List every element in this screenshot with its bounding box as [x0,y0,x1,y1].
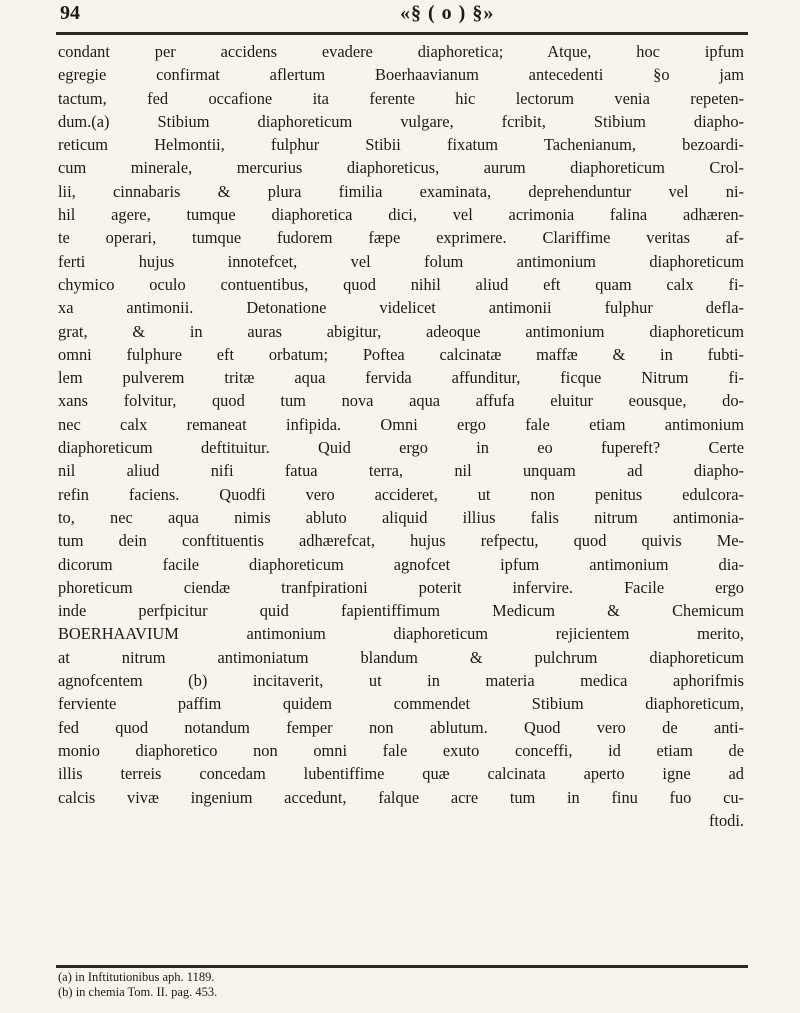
text-line: inde perfpicitur quid fapientiffimum Medicum & Chemicum [58,601,744,621]
text-line: grat, & in auras abigitur, adeoque antimonium diaphoreticum [58,321,744,341]
page-number: 94 [60,2,80,24]
text-line: xans folvitur, quod tum nova aqua affufa eluitur eousque, do- [58,391,744,411]
text-line: omni fulphure eft orbatum; Poftea calcinatæ maffæ & in fubti- [58,344,744,364]
text-line: condant per accidens evadere diaphoretica; Atque, hoc ipfum [58,42,744,61]
text-line: tactum, fed occafione ita ferente hic lectorum venia repeten- [58,88,744,108]
footnotes [58,970,738,1000]
text-line: ferviente paffim quidem commendet Stibium diaphoreticum, [58,694,744,714]
footnote-b: (b) in chemia Tom. II. pag. 453. [58,985,218,999]
text-line: ferti hujus innotefcet, vel folum antimonium diaphoreticum [58,251,744,271]
text-line: dicorum facile diaphoreticum agnofcet ipfum antimonium dia- [58,554,744,574]
text-line: reticum Helmontii, fulphur Stibii fixatum Tachenianum, bezoardi- [58,135,744,155]
text-line: nil aliud nifi fatua terra, nil unquam ad diapho- [58,461,744,481]
text-line: phoreticum ciendæ tranfpirationi poterit infervire. Facile ergo [58,577,744,597]
text-line: fed quod notandum femper non ablutum. Quod vero de anti- [58,717,744,737]
text-line: agnofcentem (b) incitaverit, ut in materia medica aphorifmis [58,671,744,691]
text-line: lem pulverem tritæ aqua fervida affunditur, ficque Nitrum fi- [58,368,744,388]
header-ornament: «§ ( o ) §» [400,2,495,24]
text-line: te operari, tumque fudorem fæpe exprimere. Clariffime veritas af- [58,228,744,248]
footnote-a: (a) in Inftitutionibus aph. 1189. [58,970,215,984]
text-line: chymico oculo contuentibus, quod nihil aliud eft quam calx fi- [58,274,744,294]
text-line: lii, cinnabaris & plura fimilia examinata, deprehenduntur vel ni- [58,181,744,201]
text-line: BOERHAAVIUM antimonium diaphoreticum rejicientem merito, [58,624,744,644]
text-line: cum minerale, mercurius diaphoreticus, aurum diaphoreticum Crol- [58,158,744,178]
text-line: egregie confirmat aflertum Boerhaavianum antecedenti §o jam [58,65,744,85]
text-line: xa antimonii. Detonatione videlicet antimonii fulphur defla- [58,298,744,318]
footnote-rule [56,965,748,968]
running-header [60,2,740,32]
body-text [58,40,744,832]
text-line: at nitrum antimoniatum blandum & pulchrum diaphoreticum [58,647,744,667]
text-line: monio diaphoretico non omni fale exuto conceffi, id etiam de [58,740,744,760]
header-rule [56,32,748,35]
text-line: nec calx remaneat infipida. Omni ergo fale etiam antimonium [58,414,744,434]
text-line: dum.(a) Stibium diaphoreticum vulgare, fcribit, Stibium diapho- [58,111,744,131]
text-line: diaphoreticum deftituitur. Quid ergo in eo fupereft? Certe [58,438,744,458]
text-line: refin faciens. Quodfi vero accideret, ut non penitus edulcora- [58,484,744,504]
text-line: tum dein conftituentis adhærefcat, hujus refpectu, quod quivis Me- [58,531,744,551]
text-line: to, nec aqua nimis abluto aliquid illius falis nitrum antimonia- [58,507,744,527]
catchword-line: ftodi. [708,810,744,830]
text-line: hil agere, tumque diaphoretica dici, vel acrimonia falina adhæren- [58,205,744,225]
text-line: calcis vivæ ingenium accedunt, falque acre tum in finu fuo cu- [58,787,744,807]
text-line: illis terreis concedam lubentiffime quæ calcinata aperto igne ad [58,764,744,784]
